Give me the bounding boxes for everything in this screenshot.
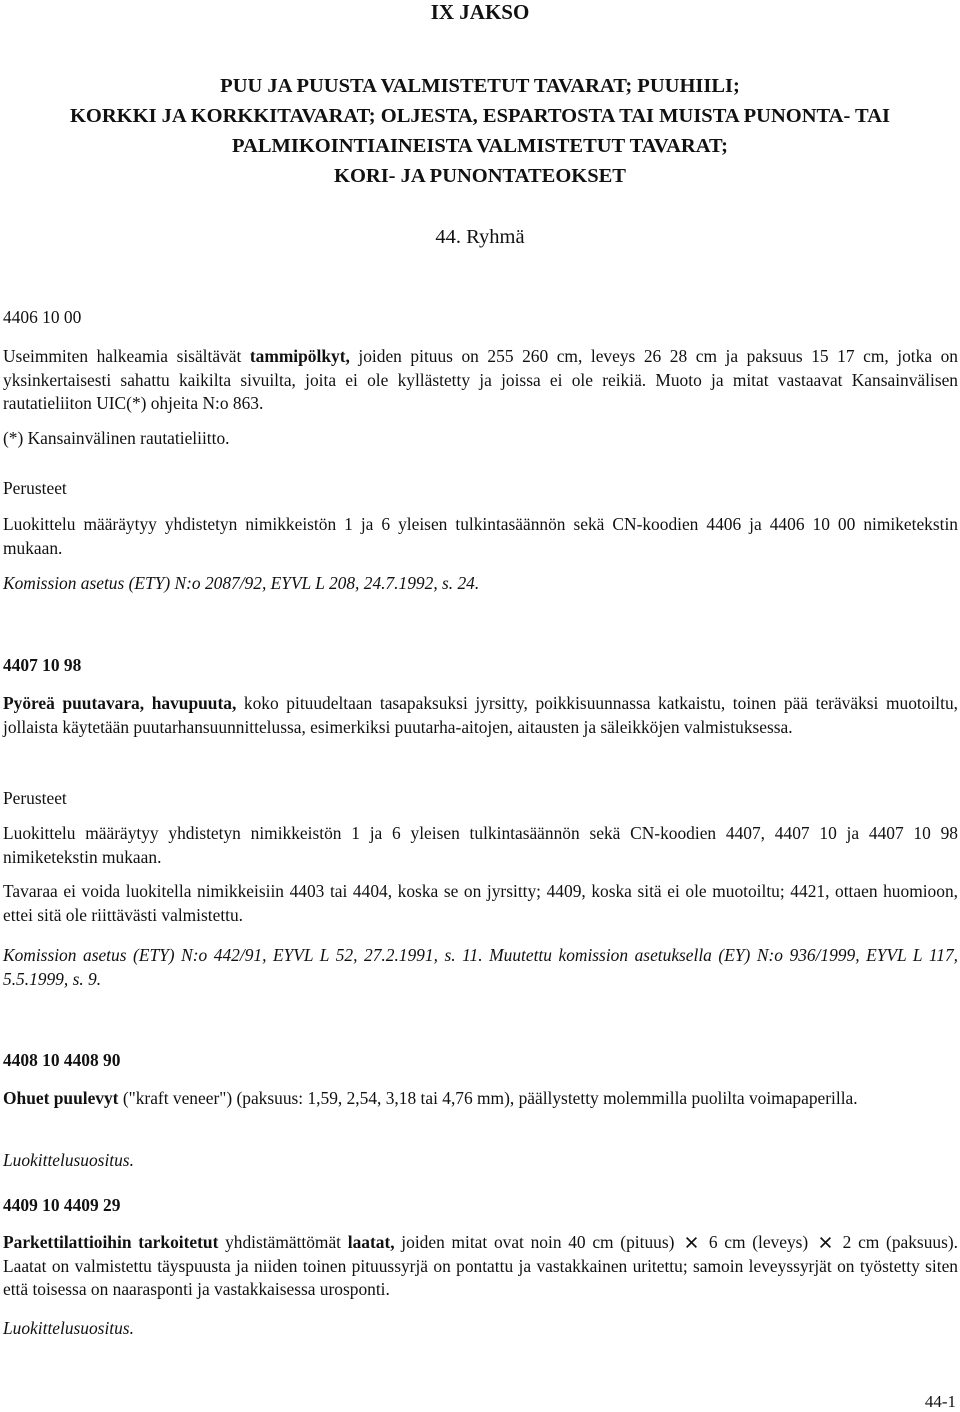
- entry-code: 4406 10 00: [3, 307, 82, 327]
- classification-note: Luokittelusuositus.: [3, 1150, 134, 1170]
- product-name: tammipölkyt,: [249, 346, 350, 366]
- grounds-heading: Perusteet: [3, 788, 67, 808]
- grounds-heading: Perusteet: [3, 478, 67, 498]
- product-name: Parkettilattioihin tarkoitetut: [3, 1232, 219, 1252]
- legal-reference: Komission asetus (ETY) N:o 442/91, EYVL L 52, 27.2.1991, s. 11. Muutettu komission asetuksella (EY) N:o 936/1999, EYVL L 117, 5.5.1999, s. 9.: [3, 945, 958, 989]
- chapter-title-line: PALMIKOINTIAINEISTA VALMISTETUT TAVARAT;: [232, 135, 728, 157]
- description-text: 6 cm (leveys): [702, 1232, 815, 1252]
- chapter-title: [0, 71, 960, 191]
- description-text: joiden mitat ovat noin 40 cm (pituus): [394, 1232, 682, 1252]
- description-text: koko pituudeltaan tasapaksuksi jyrsitty, poikkisuunnassa katkaistu, toinen pää teräväksi muotoiltu, jollaista käytetään puutarhansuunnittelussa, esimerkiksi puutarha-aitojen, aitausten ja säleikköjen valmistuksessa.: [3, 693, 958, 737]
- product-name: Pyöreä puutavara, havupuuta,: [3, 693, 237, 713]
- chapter-title-line: KORKKI JA KORKKITAVARAT; OLJESTA, ESPARTOSTA TAI MUISTA PUNONTA- TAI: [69, 105, 890, 127]
- entry-description: [3, 692, 958, 739]
- entry-code: 4408 10 4408 90: [3, 1050, 121, 1070]
- legal-reference: Komission asetus (ETY) N:o 2087/92, EYVL L 208, 24.7.1992, s. 24.: [3, 573, 480, 593]
- grounds-text: Luokittelu määräytyy yhdistetyn nimikkeistön 1 ja 6 yleisen tulkintasäännön sekä CN-koodien 4407, 4407 10 ja 4407 10 98 nimiketekstin mukaan.: [3, 823, 958, 867]
- entry-description: [3, 345, 958, 416]
- additional-text: Tavaraa ei voida luokitella nimikkeisiin 4403 tai 4404, koska se on jyrsitty; 4409, koska sitä ei ole muotoiltu; 4421, ottaen huomioon, ettei sitä ole riittävästi valmistettu.: [3, 881, 958, 925]
- description-text: ("kraft veneer") (paksuus: 1,59, 2,54, 3,18 tai 4,76 mm), päällystetty molemmilla puolilta voimapaperilla.: [118, 1088, 858, 1108]
- chapter-title-line: KORI- JA PUNONTATEOKSET: [334, 165, 626, 187]
- description-text: Useimmiten halkeamia sisältävät: [3, 346, 250, 366]
- product-name: laatat,: [347, 1232, 395, 1252]
- section-title: IX JAKSO: [430, 0, 530, 24]
- multiply-icon: [819, 1236, 832, 1249]
- group-title: 44. Ryhmä: [435, 226, 525, 248]
- description-text: joiden pituus on 255 260 cm, leveys 26 28 cm ja paksuus 15 17 cm, jotka on yksinkertaisesti sahattu kaikilta sivuilta, joita ei ole kyllästetty ja joissa ei ole reikiä. Muoto ja mitat vastaavat Kansainvälisen rautatieliiton UIC(*) ohjeita N:o 863.: [3, 346, 958, 413]
- multiply-icon: [685, 1236, 698, 1249]
- entry-description: [3, 1231, 958, 1302]
- product-name: Ohuet puulevyt: [3, 1088, 119, 1108]
- entry-code: 4407 10 98: [3, 655, 82, 675]
- classification-note: Luokittelusuositus.: [3, 1318, 134, 1338]
- page-number: 44-1: [924, 1392, 956, 1411]
- description-text: yhdistämättömät: [218, 1232, 348, 1252]
- description-text: 2 cm (paksuus). Laatat on valmistettu täyspuusta ja niiden toinen pituussyrjä on pontattu ja vastakkainen uritettu; samoin leveyssyrjät on työstetty siten että toisessa on naarasponti ja vastakkaisessa urosponti.: [3, 1232, 958, 1299]
- entry-code: 4409 10 4409 29: [3, 1195, 121, 1215]
- grounds-text: Luokittelu määräytyy yhdistetyn nimikkeistön 1 ja 6 yleisen tulkintasäännön sekä CN-koodien 4406 ja 4406 10 00 nimiketekstin mukaan.: [3, 514, 958, 558]
- footnote: (*) Kansainvälinen rautatieliitto.: [3, 428, 230, 448]
- chapter-title-line: PUU JA PUUSTA VALMISTETUT TAVARAT; PUUHIILI;: [220, 75, 740, 97]
- entry-description: [3, 1087, 958, 1111]
